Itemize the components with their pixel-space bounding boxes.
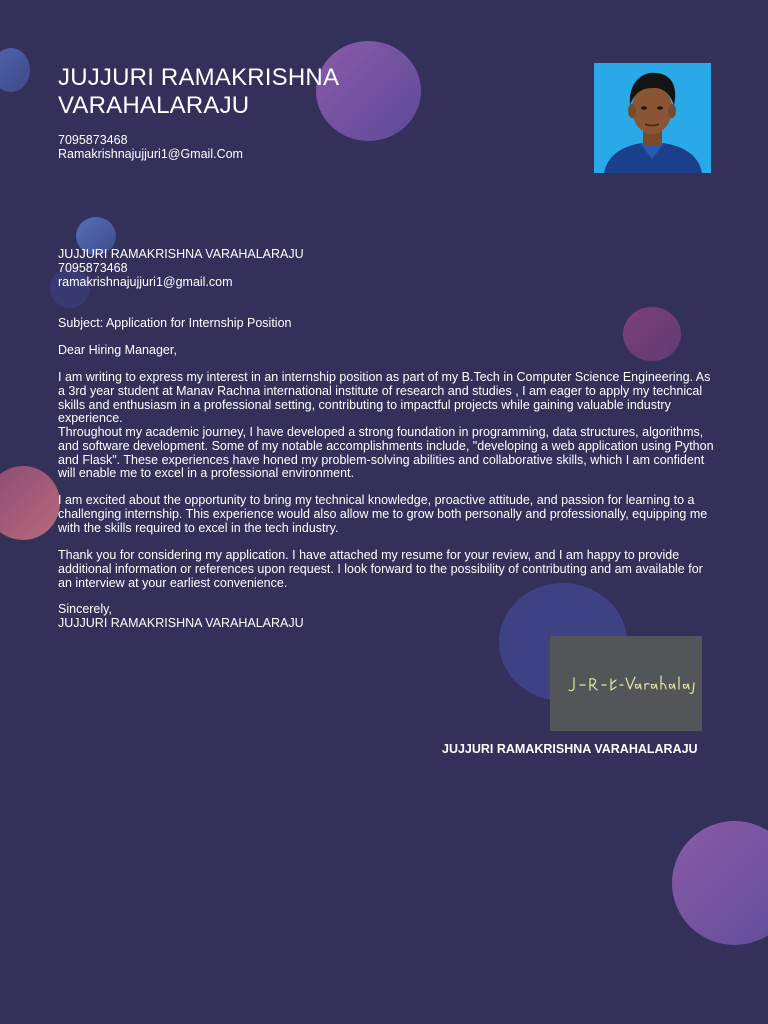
sender-email: ramakrishnajujjuri1@gmail.com bbox=[58, 274, 233, 289]
sender-name: JUJJURI RAMAKRISHNA VARAHALARAJU bbox=[58, 247, 304, 261]
decorative-circle bbox=[0, 466, 60, 540]
profile-photo bbox=[594, 63, 711, 173]
closing-name: JUJJURI RAMAKRISHNA VARAHALARAJU bbox=[58, 615, 304, 630]
decorative-circle bbox=[0, 48, 30, 92]
decorative-circle bbox=[623, 307, 681, 361]
person-portrait-icon bbox=[594, 63, 711, 173]
decorative-circle bbox=[672, 821, 768, 945]
subject-line: Subject: Application for Internship Position bbox=[58, 316, 292, 330]
greeting: Dear Hiring Manager, bbox=[58, 343, 177, 357]
body-paragraph: Thank you for considering my application. I have attached my resume for your review, and I am happy to provide additional information or references upon request. I look forward to the possibility of contributing and am available for an interview at your earliest convenience. bbox=[58, 548, 703, 590]
body-paragraph: I am excited about the opportunity to bring my technical knowledge, proactive attitude, and passion for learning to a challenging internship. This experience would also allow me to grow both personally and professionally, equipping me with the skills required to excel in the tech industry. bbox=[58, 493, 708, 535]
header-email: Ramakrishnajujjuri1@Gmail.Com bbox=[58, 146, 243, 161]
header-phone: 7095873468 bbox=[58, 133, 128, 147]
applicant-name-heading: JUJJURI RAMAKRISHNA VARAHALARAJU bbox=[58, 64, 338, 119]
handwritten-signature bbox=[550, 636, 702, 731]
closing bbox=[58, 603, 304, 631]
header-contact bbox=[58, 134, 243, 162]
sender-phone: 7095873468 bbox=[58, 260, 128, 275]
signature-image bbox=[550, 636, 702, 731]
body-paragraph: Throughout my academic journey, I have developed a strong foundation in programming, data structures, algorithms, and software development. Some of my notable accomplishments include, "developing a web application using Python and Flask". These experiences have honed my problem-solving abilities and collaborative skills, which I am confident will enable me to excel in a professional environment. bbox=[58, 425, 714, 481]
body-paragraph: I am writing to express my interest in an internship position as part of my B.Tech in Computer Science Engineering. As a 3rd year student at Manav Rachna international institute of research and studies , I am eager to apply my technical skills and enthusiasm in a professional setting, contributing to impactful projects while gaining valuable industry experience. bbox=[58, 370, 711, 426]
signature-printed-name: JUJJURI RAMAKRISHNA VARAHALARAJU bbox=[442, 742, 698, 756]
valediction: Sincerely, bbox=[58, 602, 112, 616]
sender-address-block bbox=[58, 248, 304, 289]
